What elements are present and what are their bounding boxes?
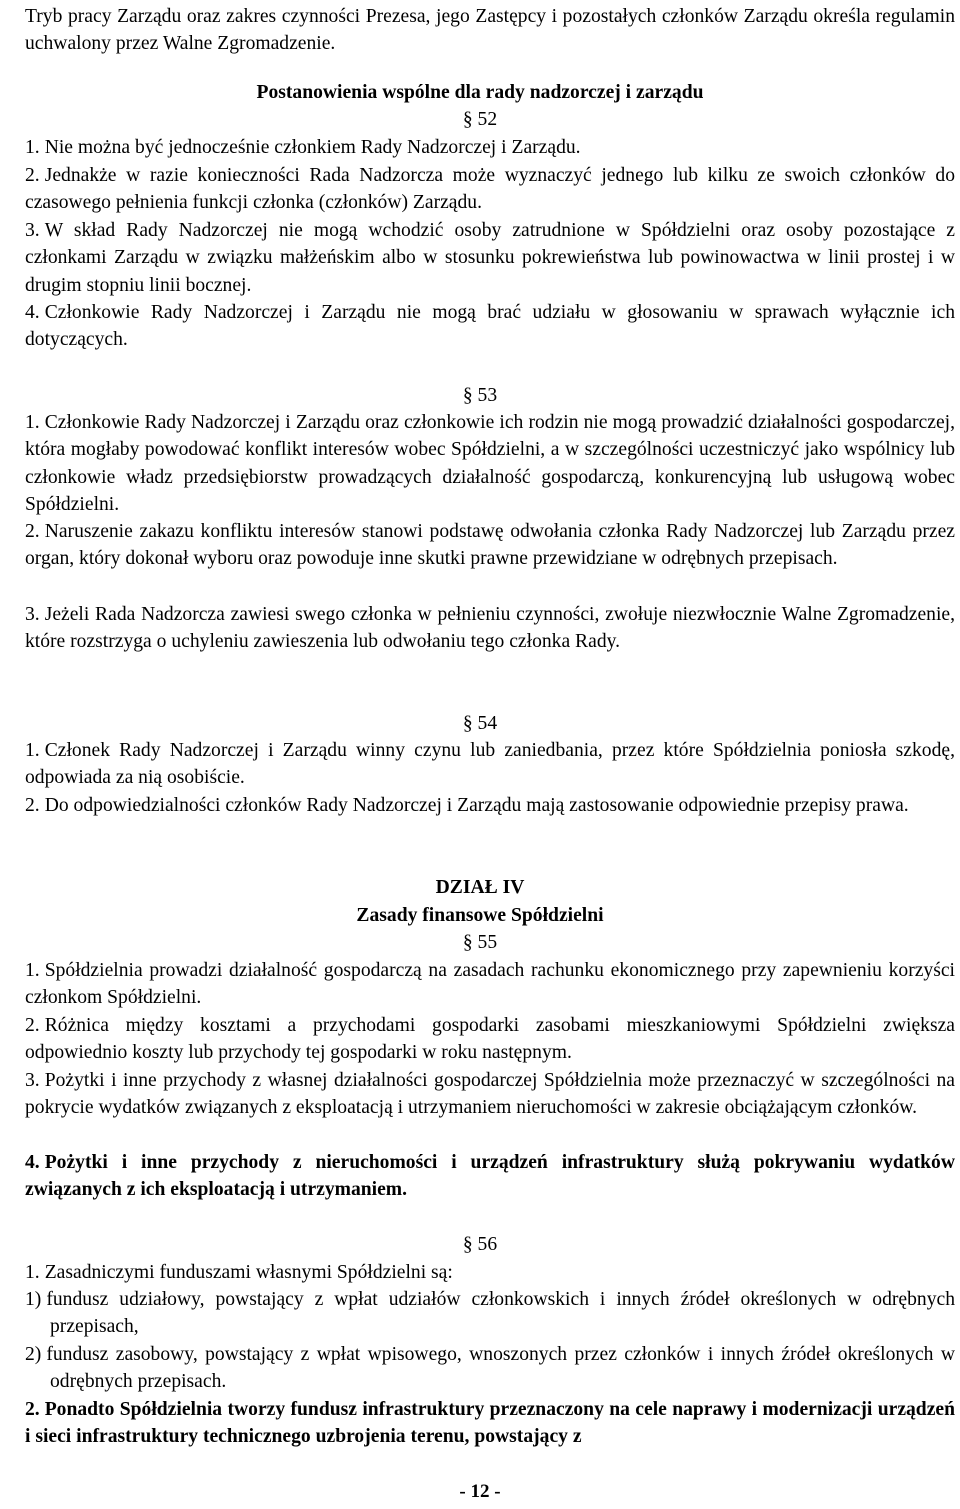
s53-item-1: 1. Członkowie Rady Nadzorczej i Zarządu oraz członkowie ich rodzin nie mogą prowadzić działalności gospodarczej, która mogłaby powodować konflikt interesów wobec Spółdzielni, a w szczególności uczestniczyć jako wspólnicy lub członkowie władz przedsiębiorstw prowadzących działalność gospodarczą, konkurencyjną lub usługową wobec Spółdzielni. xyxy=(25,412,955,516)
intro-paragraph: Tryb pracy Zarządu oraz zakres czynności Prezesa, jego Zastępcy i pozostałych członków Zarządu określa regulamin uchwalony przez Walne Zgromadzenie. xyxy=(25,6,955,55)
s54-item-1: 1. Członek Rady Nadzorczej i Zarządu winny czynu lub zaniedbania, przez które Spółdzielnia poniosła szkodę, odpowiada za nią osobiście. xyxy=(25,740,955,789)
s52-item-2: 2. Jednakże w razie konieczności Rada Nadzorcza może wyznaczyć jednego lub kilku ze swoich członków do czasowego pełnienia funkcji członka (członków) Zarządu. xyxy=(25,165,955,214)
s55-item-1: 1. Spółdzielnia prowadzi działalność gospodarczą na zasadach rachunku ekonomicznego przy zapewnieniu korzyści członkom Spółdzielni. xyxy=(25,960,955,1009)
division-title: DZIAŁ IV xyxy=(435,877,525,898)
s52-item-1: 1. Nie można być jednocześnie członkiem Rady Nadzorczej i Zarządu. xyxy=(25,137,581,158)
section-52-title: § 52 xyxy=(462,109,498,130)
s56-item-2: 2. Ponadto Spółdzielnia tworzy fundusz infrastruktury przeznaczony na cele naprawy i modernizacji urządzeń i sieci infrastruktury technicznego uzbrojenia terenu, powstający z xyxy=(25,1399,955,1448)
s56-subitem-2: 2) fundusz zasobowy, powstający z wpłat wpisowego, wnoszonych przez członków i innych źródeł określonych w odrębnych przepisach. xyxy=(25,1344,955,1393)
s56-item-1: 1. Zasadniczymi funduszami własnymi Spółdzielni są: xyxy=(25,1262,453,1283)
s53-item-2: 2. Naruszenie zakazu konfliktu interesów stanowi podstawę odwołania członka Rady Nadzorczej lub Zarządu przez organ, który dokonał wyboru oraz powoduje inne skutki prawne przewidziane w odrębnych przepisach. xyxy=(25,521,955,570)
s52-item-3: 3. W skład Rady Nadzorczej nie mogą wchodzić osoby zatrudnione w Spółdzielni oraz osoby pozostające z członkami Zarządu w związku małżeńskim albo w stosunku pokrewieństwa lub powinowactwa w linii prostej i w drugim stopniu linii bocznej. xyxy=(25,220,955,296)
section-53-title: § 53 xyxy=(462,385,498,406)
s55-item-4: 4. Pożytki i inne przychody z nieruchomości i urządzeń infrastruktury służą pokrywaniu wydatków związanych z ich eksploatacją i utrzymaniem. xyxy=(25,1152,955,1201)
s53-item-3: 3. Jeżeli Rada Nadzorcza zawiesi swego członka w pełnieniu czynności, zwołuje niezwłocznie Walne Zgromadzenie, które rozstrzyga o uchyleniu zawieszenia lub odwołaniu tego członka Rady. xyxy=(25,604,955,653)
section-54-title: § 54 xyxy=(462,713,498,734)
common-provisions-heading: Postanowienia wspólne dla rady nadzorczej i zarządu xyxy=(256,82,704,103)
s56-subitem-1: 1) fundusz udziałowy, powstający z wpłat udziałów członkowskich i innych źródeł określonych w odrębnych przepisach, xyxy=(25,1289,955,1338)
s55-item-2: 2. Różnica między kosztami a przychodami gospodarki zasobami mieszkaniowymi Spółdzielni zwiększa odpowiednio koszty lub przychody tej gospodarki w roku następnym. xyxy=(25,1015,955,1064)
s54-item-2: 2. Do odpowiedzialności członków Rady Nadzorczej i Zarządu mają zastosowanie odpowiednie przepisy prawa. xyxy=(25,795,909,816)
s52-item-4: 4. Członkowie Rady Nadzorczej i Zarządu nie mogą brać udziału w głosowaniu w sprawach wyłącznie ich dotyczących. xyxy=(25,302,955,351)
division-subtitle: Zasady finansowe Spółdzielni xyxy=(356,905,604,926)
page-number: - 12 - xyxy=(459,1481,501,1502)
section-55-title: § 55 xyxy=(462,932,498,953)
section-56-title: § 56 xyxy=(462,1234,498,1255)
s55-item-3: 3. Pożytki i inne przychody z własnej działalności gospodarczej Spółdzielnia może przeznaczyć w szczególności na pokrycie wydatków związanych z eksploatacją i utrzymaniem nieruchomości w zakresie obciążającym członków. xyxy=(25,1070,955,1119)
